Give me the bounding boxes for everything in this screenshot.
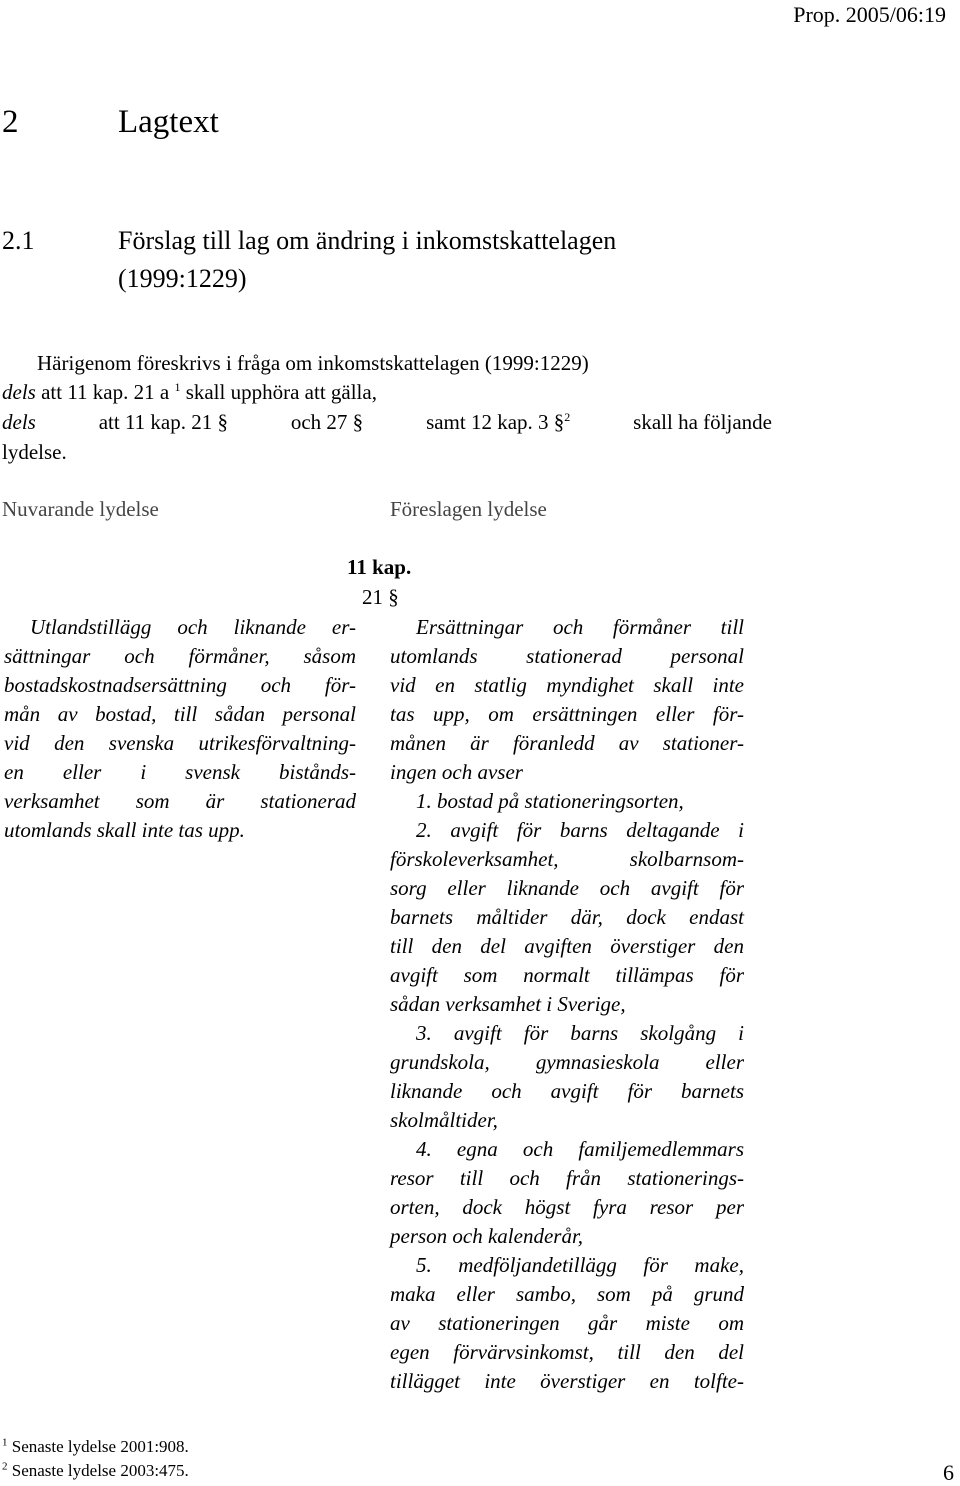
- text-line: sorg eller liknande och avgift för: [390, 876, 744, 900]
- text-line: vid en statlig myndighet skall inte: [390, 673, 744, 697]
- text-line: av stationeringen går miste om: [390, 1311, 744, 1335]
- text-line: sådan verksamhet i Sverige,: [390, 992, 626, 1016]
- text-line: skolmåltider,: [390, 1108, 498, 1132]
- text-line: 4. egna och familjemedlemmars: [416, 1137, 744, 1161]
- footnote-1: [2, 1437, 189, 1457]
- proposed-wording-heading: Föreslagen lydelse: [390, 497, 547, 521]
- text-line: 3. avgift för barns skolgång i: [416, 1021, 744, 1045]
- section-title-line1: Förslag till lag om ändring i inkomstskattelagen: [118, 226, 617, 255]
- footnote-text: Senaste lydelse 2001:908.: [11, 1437, 189, 1456]
- text-line: orten, dock högst fyra resor per: [390, 1195, 744, 1219]
- dels-word: dels: [2, 380, 36, 404]
- text-line: en eller i svensk bistånds-: [4, 760, 356, 784]
- text-line: egen förvärvsinkomst, till den del: [390, 1340, 744, 1364]
- text-line: liknande och avgift för barnets: [390, 1079, 744, 1103]
- text-line: resor till och från stationerings-: [390, 1166, 744, 1190]
- text-line: vid den svenska utrikesförvaltning-: [4, 731, 356, 755]
- section-title-line2: (1999:1229): [118, 264, 247, 293]
- footnote-2: [2, 1461, 189, 1481]
- text-line: månen är föranledd av stationer-: [390, 731, 744, 755]
- text-line: bostadskostnadsersättning och för-: [4, 673, 356, 697]
- text-line: person och kalenderår,: [390, 1224, 584, 1248]
- intro-line-3: dels att 11 kap. 21 § och 27 § samt 12 kap. 3 §$^2$ skall ha följande: [2, 410, 772, 434]
- text-line: utomlands skall inte tas upp.: [4, 818, 245, 842]
- chapter-number: 2: [2, 104, 19, 140]
- text-line: ingen och avser: [390, 760, 523, 784]
- dels-word: dels: [2, 410, 36, 434]
- section-number: 2.1: [2, 226, 35, 255]
- chapter-reference: 11 kap.: [347, 555, 412, 579]
- text-line: tas upp, om ersättningen eller för-: [390, 702, 744, 726]
- page-number: 6: [943, 1460, 954, 1485]
- text-line: sättningar och förmåner, såsom: [4, 644, 356, 668]
- footnote-ref-1: 1: [174, 380, 181, 394]
- text-line: 5. medföljandetillägg för make,: [416, 1253, 744, 1277]
- paragraph-reference: 21 §: [362, 585, 399, 609]
- text-line: förskoleverksamhet, skolbarnsom-: [390, 847, 744, 871]
- chapter-heading: [2, 104, 219, 141]
- intro-line-2: dels att 11 kap. 21 a $^1$ skall upphöra att gälla,: [2, 380, 377, 404]
- footnote-mark: 1: [2, 1436, 8, 1449]
- footnote-mark: 2: [2, 1460, 8, 1473]
- chapter-title: Lagtext: [118, 104, 219, 140]
- intro-line-4: lydelse.: [2, 440, 67, 464]
- current-wording-text: [4, 613, 356, 845]
- intro-line-1: Härigenom föreskrivs i fråga om inkomstskattelagen (1999:1229): [37, 351, 589, 375]
- footnote-text: Senaste lydelse 2003:475.: [11, 1461, 189, 1480]
- text-line: Utlandstillägg och liknande er-: [30, 615, 356, 639]
- text-line: utomlands stationerad personal: [390, 644, 744, 668]
- text-line: tillägget inte överstiger en tolfte-: [390, 1369, 744, 1393]
- footnote-ref-2: 2: [564, 410, 571, 424]
- text-line: 1. bostad på stationeringsorten,: [416, 789, 684, 813]
- text-line: maka eller sambo, som på grund: [390, 1282, 744, 1306]
- proposed-wording-text: [390, 613, 744, 1396]
- current-wording-heading: Nuvarande lydelse: [2, 497, 159, 521]
- text-line: till den del avgiften överstiger den: [390, 934, 744, 958]
- text-line: mån av bostad, till sådan personal: [4, 702, 356, 726]
- document-reference: Prop. 2005/06:19: [793, 2, 946, 27]
- text-line: grundskola, gymnasieskola eller: [390, 1050, 744, 1074]
- text-line: barnets måltider där, dock endast: [390, 905, 744, 929]
- text-line: avgift som normalt tillämpas för: [390, 963, 744, 987]
- text-line: verksamhet som är stationerad: [4, 789, 356, 813]
- text-line: Ersättningar och förmåner till: [416, 615, 744, 639]
- text-line: 2. avgift för barns deltagande i: [416, 818, 744, 842]
- section-heading: [2, 226, 616, 256]
